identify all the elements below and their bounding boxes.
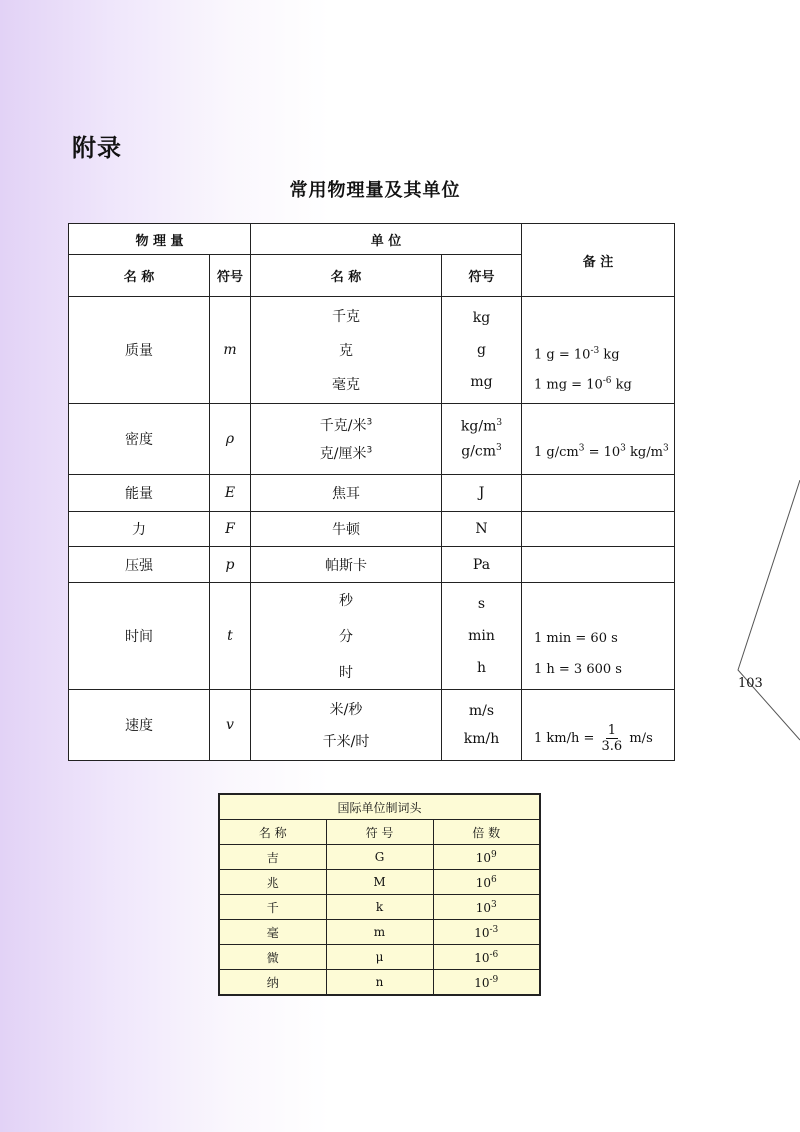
unit-name: 焦耳	[251, 475, 442, 512]
note-text: 1 mg = $10^{-6}$ kg	[534, 376, 632, 393]
unit-symbol: $kg/m^3$	[460, 418, 503, 435]
table-row	[219, 920, 540, 945]
quantity-symbol: v	[210, 690, 251, 761]
notes-cell	[522, 404, 675, 475]
prefix-symbol: M	[326, 870, 433, 895]
unit-symbols	[442, 297, 522, 404]
quantity-name: 能量	[69, 475, 210, 512]
prefix-name: 兆	[219, 870, 326, 895]
prefix-header-symbol: 符 号	[326, 820, 433, 845]
prefix-symbol: n	[326, 970, 433, 996]
prefix-symbol: k	[326, 895, 433, 920]
unit-symbol: N	[442, 512, 522, 547]
notes-cell	[522, 547, 675, 583]
header-name: 名 称	[69, 255, 210, 297]
quantity-name: 速度	[69, 690, 210, 761]
prefix-symbol: μ	[326, 945, 433, 970]
quantity-name: 时间	[69, 583, 210, 690]
prefix-factor: $10^{-9}$	[433, 970, 540, 996]
unit-name: 克	[339, 343, 353, 359]
prefix-name: 微	[219, 945, 326, 970]
note-text: 1 $g/cm^3 = 10^3$ $kg/m^3$	[534, 443, 669, 461]
unit-names	[251, 583, 442, 690]
unit-symbols	[442, 690, 522, 761]
table-row-pressure	[69, 547, 675, 583]
page-corner-decoration	[720, 480, 800, 750]
header-row-1	[69, 224, 675, 255]
unit-symbol: m/s	[468, 703, 495, 719]
prefix-factor: $10^6$	[433, 870, 540, 895]
quantity-symbol: p	[210, 547, 251, 583]
unit-names	[251, 690, 442, 761]
table-row	[219, 945, 540, 970]
header-symbol: 符号	[210, 255, 251, 297]
unit-symbol: kg	[472, 310, 491, 326]
prefix-header-factor: 倍 数	[433, 820, 540, 845]
unit-name: 帕斯卡	[251, 547, 442, 583]
prefix-header-name: 名 称	[219, 820, 326, 845]
table-row	[219, 845, 540, 870]
table-row	[219, 895, 540, 920]
unit-name: 千米/时	[322, 734, 370, 750]
unit-symbol: J	[442, 475, 522, 512]
unit-symbol: km/h	[463, 731, 500, 747]
notes-cell	[522, 583, 675, 690]
quantity-name: 质量	[69, 297, 210, 404]
unit-symbols	[442, 583, 522, 690]
unit-name: 千克	[332, 309, 360, 325]
unit-symbol: $g/cm^3$	[461, 443, 502, 460]
prefix-factor: $10^3$	[433, 895, 540, 920]
notes-cell	[522, 297, 675, 404]
notes-cell	[522, 512, 675, 547]
table-row	[219, 970, 540, 996]
header-unit-group: 单 位	[251, 224, 522, 255]
page-number: 103	[738, 676, 763, 691]
fraction: $\frac{1}{3.6}$	[601, 722, 623, 754]
note-text: 1 km/h = $\frac{1}{3.6}$ m/s	[534, 722, 653, 754]
unit-name: 分	[339, 629, 353, 645]
appendix-heading: 附录	[72, 134, 122, 162]
prefix-name: 吉	[219, 845, 326, 870]
prefix-name: 毫	[219, 920, 326, 945]
prefix-factor: $10^9$	[433, 845, 540, 870]
physical-quantities-table	[68, 223, 675, 761]
unit-symbols	[442, 404, 522, 475]
quantity-symbol: t	[210, 583, 251, 690]
note-text: 1 h = 3 600 s	[534, 662, 622, 677]
unit-name: 牛顿	[251, 512, 442, 547]
header-quantity-group: 物 理 量	[69, 224, 251, 255]
si-prefix-table	[218, 793, 541, 996]
prefix-factor: $10^{-3}$	[433, 920, 540, 945]
prefix-factor: $10^{-6}$	[433, 945, 540, 970]
table-row	[219, 870, 540, 895]
notes-cell	[522, 690, 675, 761]
table-row-energy	[69, 475, 675, 512]
table-row-velocity	[69, 690, 675, 761]
unit-symbol: mg	[470, 374, 493, 390]
prefix-symbol: G	[326, 845, 433, 870]
note-text: 1 min = 60 s	[534, 631, 618, 646]
table-row-mass	[69, 297, 675, 404]
prefix-name: 千	[219, 895, 326, 920]
prefix-table-header-row	[219, 820, 540, 845]
table-row-density	[69, 404, 675, 475]
header-unit-name: 名 称	[251, 255, 442, 297]
quantity-symbol: m	[210, 297, 251, 404]
header-unit-symbol: 符号	[442, 255, 522, 297]
note-text: 1 $g = 10^{-3}$ kg	[534, 345, 620, 362]
quantity-symbol: ρ	[210, 404, 251, 475]
quantity-symbol: E	[210, 475, 251, 512]
unit-symbol: min	[468, 628, 495, 644]
prefix-symbol: m	[326, 920, 433, 945]
unit-name: 克/厘米$^3$	[319, 445, 373, 462]
notes-cell	[522, 475, 675, 512]
quantity-symbol: F	[210, 512, 251, 547]
quantity-name: 压强	[69, 547, 210, 583]
unit-symbol: s	[477, 596, 486, 612]
unit-names	[251, 404, 442, 475]
unit-name: 千克/米$^3$	[319, 417, 373, 434]
unit-symbol: Pa	[442, 547, 522, 583]
table-row-time	[69, 583, 675, 690]
page-corner-line	[738, 480, 800, 740]
quantity-name: 力	[69, 512, 210, 547]
unit-name: 秒	[339, 593, 353, 609]
main-title: 常用物理量及其单位	[289, 180, 461, 201]
prefix-table-title-row	[219, 794, 540, 820]
prefix-table-title: 国际单位制词头	[219, 794, 540, 820]
prefix-name: 纳	[219, 970, 326, 996]
unit-name: 毫克	[332, 377, 360, 393]
unit-name: 米/秒	[329, 702, 363, 718]
table-row-force	[69, 512, 675, 547]
quantity-name: 密度	[69, 404, 210, 475]
header-notes: 备 注	[522, 224, 675, 297]
unit-names	[251, 297, 442, 404]
unit-symbol: g	[477, 342, 486, 358]
unit-symbol: h	[476, 660, 487, 676]
unit-name: 时	[339, 665, 353, 681]
